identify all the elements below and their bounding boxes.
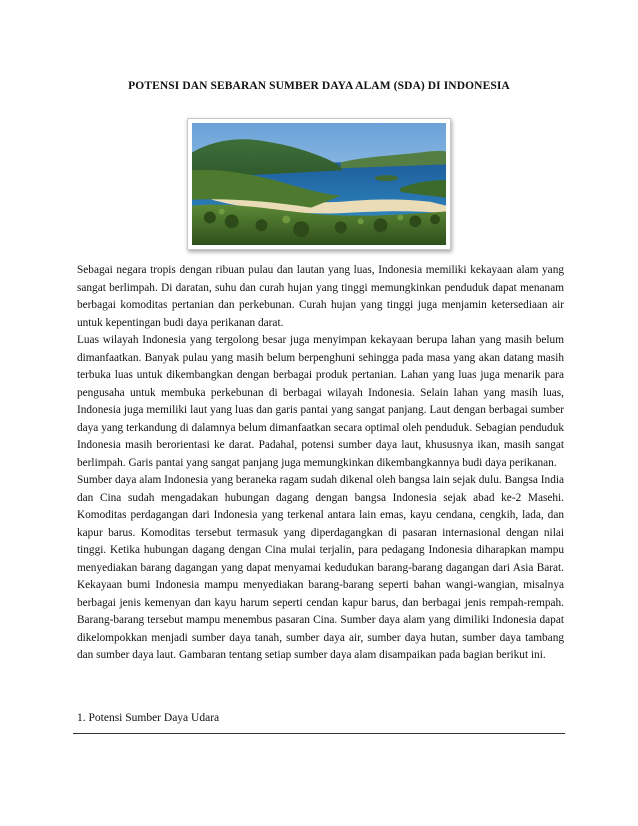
paragraph-1: Sebagai negara tropis dengan ribuan pulau dan lautan yang luas, Indonesia memiliki kekayaan alam yang sangat berlimpah. Di daratan, suhu dan curah hujan yang tinggi memungkinkan penduduk dapat menanam berbagai komoditas pertanian dan perkebunan. Curah hujan yang tinggi juga menjamin ketersediaan air untuk kepentingan budi daya perikanan darat. (77, 264, 564, 329)
paragraph-2: Luas wilayah Indonesia yang tergolong besar juga menyimpan kekayaan berupa lahan yang masih belum dimanfaatkan. Banyak pulau yang masih belum berpenghuni sehingga pada masa yang akan datang masih terbuka luas untuk dikembangkan dengan berbagai produk pertanian. Lahan yang luas juga menarik para pengusaha untuk membuka perkebunan di berbagai wilayah Indonesia. Selain lahan yang masih luas, Indonesia juga memiliki laut yang luas dan garis pantai yang sangat panjang. Laut dengan berbagai sumber daya yang terkandung di dalamnya belum dimanfaatkan secara optimal oleh penduduk. Sebagian penduduk Indonesia masih berorientasi ke darat. Padahal, potensi sumber daya laut, khususnya ikan, masih sangat berlimpah. Garis pantai yang sangat panjang juga memungkinkan dikembangkannya budi daya perikanan. (77, 334, 564, 469)
horizontal-rule (73, 733, 565, 734)
coastal-bay-illustration (192, 123, 446, 245)
document-title: POTENSI DAN SEBARAN SUMBER DAYA ALAM (SDA) DI INDONESIA (128, 80, 510, 92)
body-text (77, 262, 564, 665)
coastal-bay-photo (187, 118, 451, 250)
paragraph-3: Sumber daya alam Indonesia yang beraneka ragam sudah dikenal oleh bangsa lain sejak dulu. Bangsa India dan Cina sudah mengadakan hubungan dagang dengan bangsa Indonesia sejak abad ke-2 Masehi. Komoditas perdagangan dari Indonesia yang terkenal antara lain emas, kayu cendana, cengkih, lada, dan kapur barus. Komoditas tersebut termasuk yang diperdagangkan di pasaran internasional dengan nilai tinggi. Ketika hubungan dagang dengan Cina mulai terjalin, para pedagang Indonesia diharapkan mampu menyediakan barang dagangan yang dapat menyamai kedudukan barang-barang dagangan dari Asia Barat. Kekayaan bumi Indonesia mampu menyediakan barang-barang seperti bahan wangi-wangian, misalnya berbagai jenis kemenyan dan kayu harum seperti cendan kapur barus, dan berbagai jenis rempah-rempah. Barang-barang tersebut mampu menembus pasaran Cina. Sumber daya alam yang dimiliki Indonesia dapat dikelompokkan menjadi sumber daya tanah, sumber daya air, sumber daya hutan, sumber daya tambang dan sumber daya laut. Gambaran tentang setiap sumber daya alam disampaikan pada bagian berikut ini. (77, 474, 564, 661)
section-heading: 1. Potensi Sumber Daya Udara (77, 712, 220, 724)
